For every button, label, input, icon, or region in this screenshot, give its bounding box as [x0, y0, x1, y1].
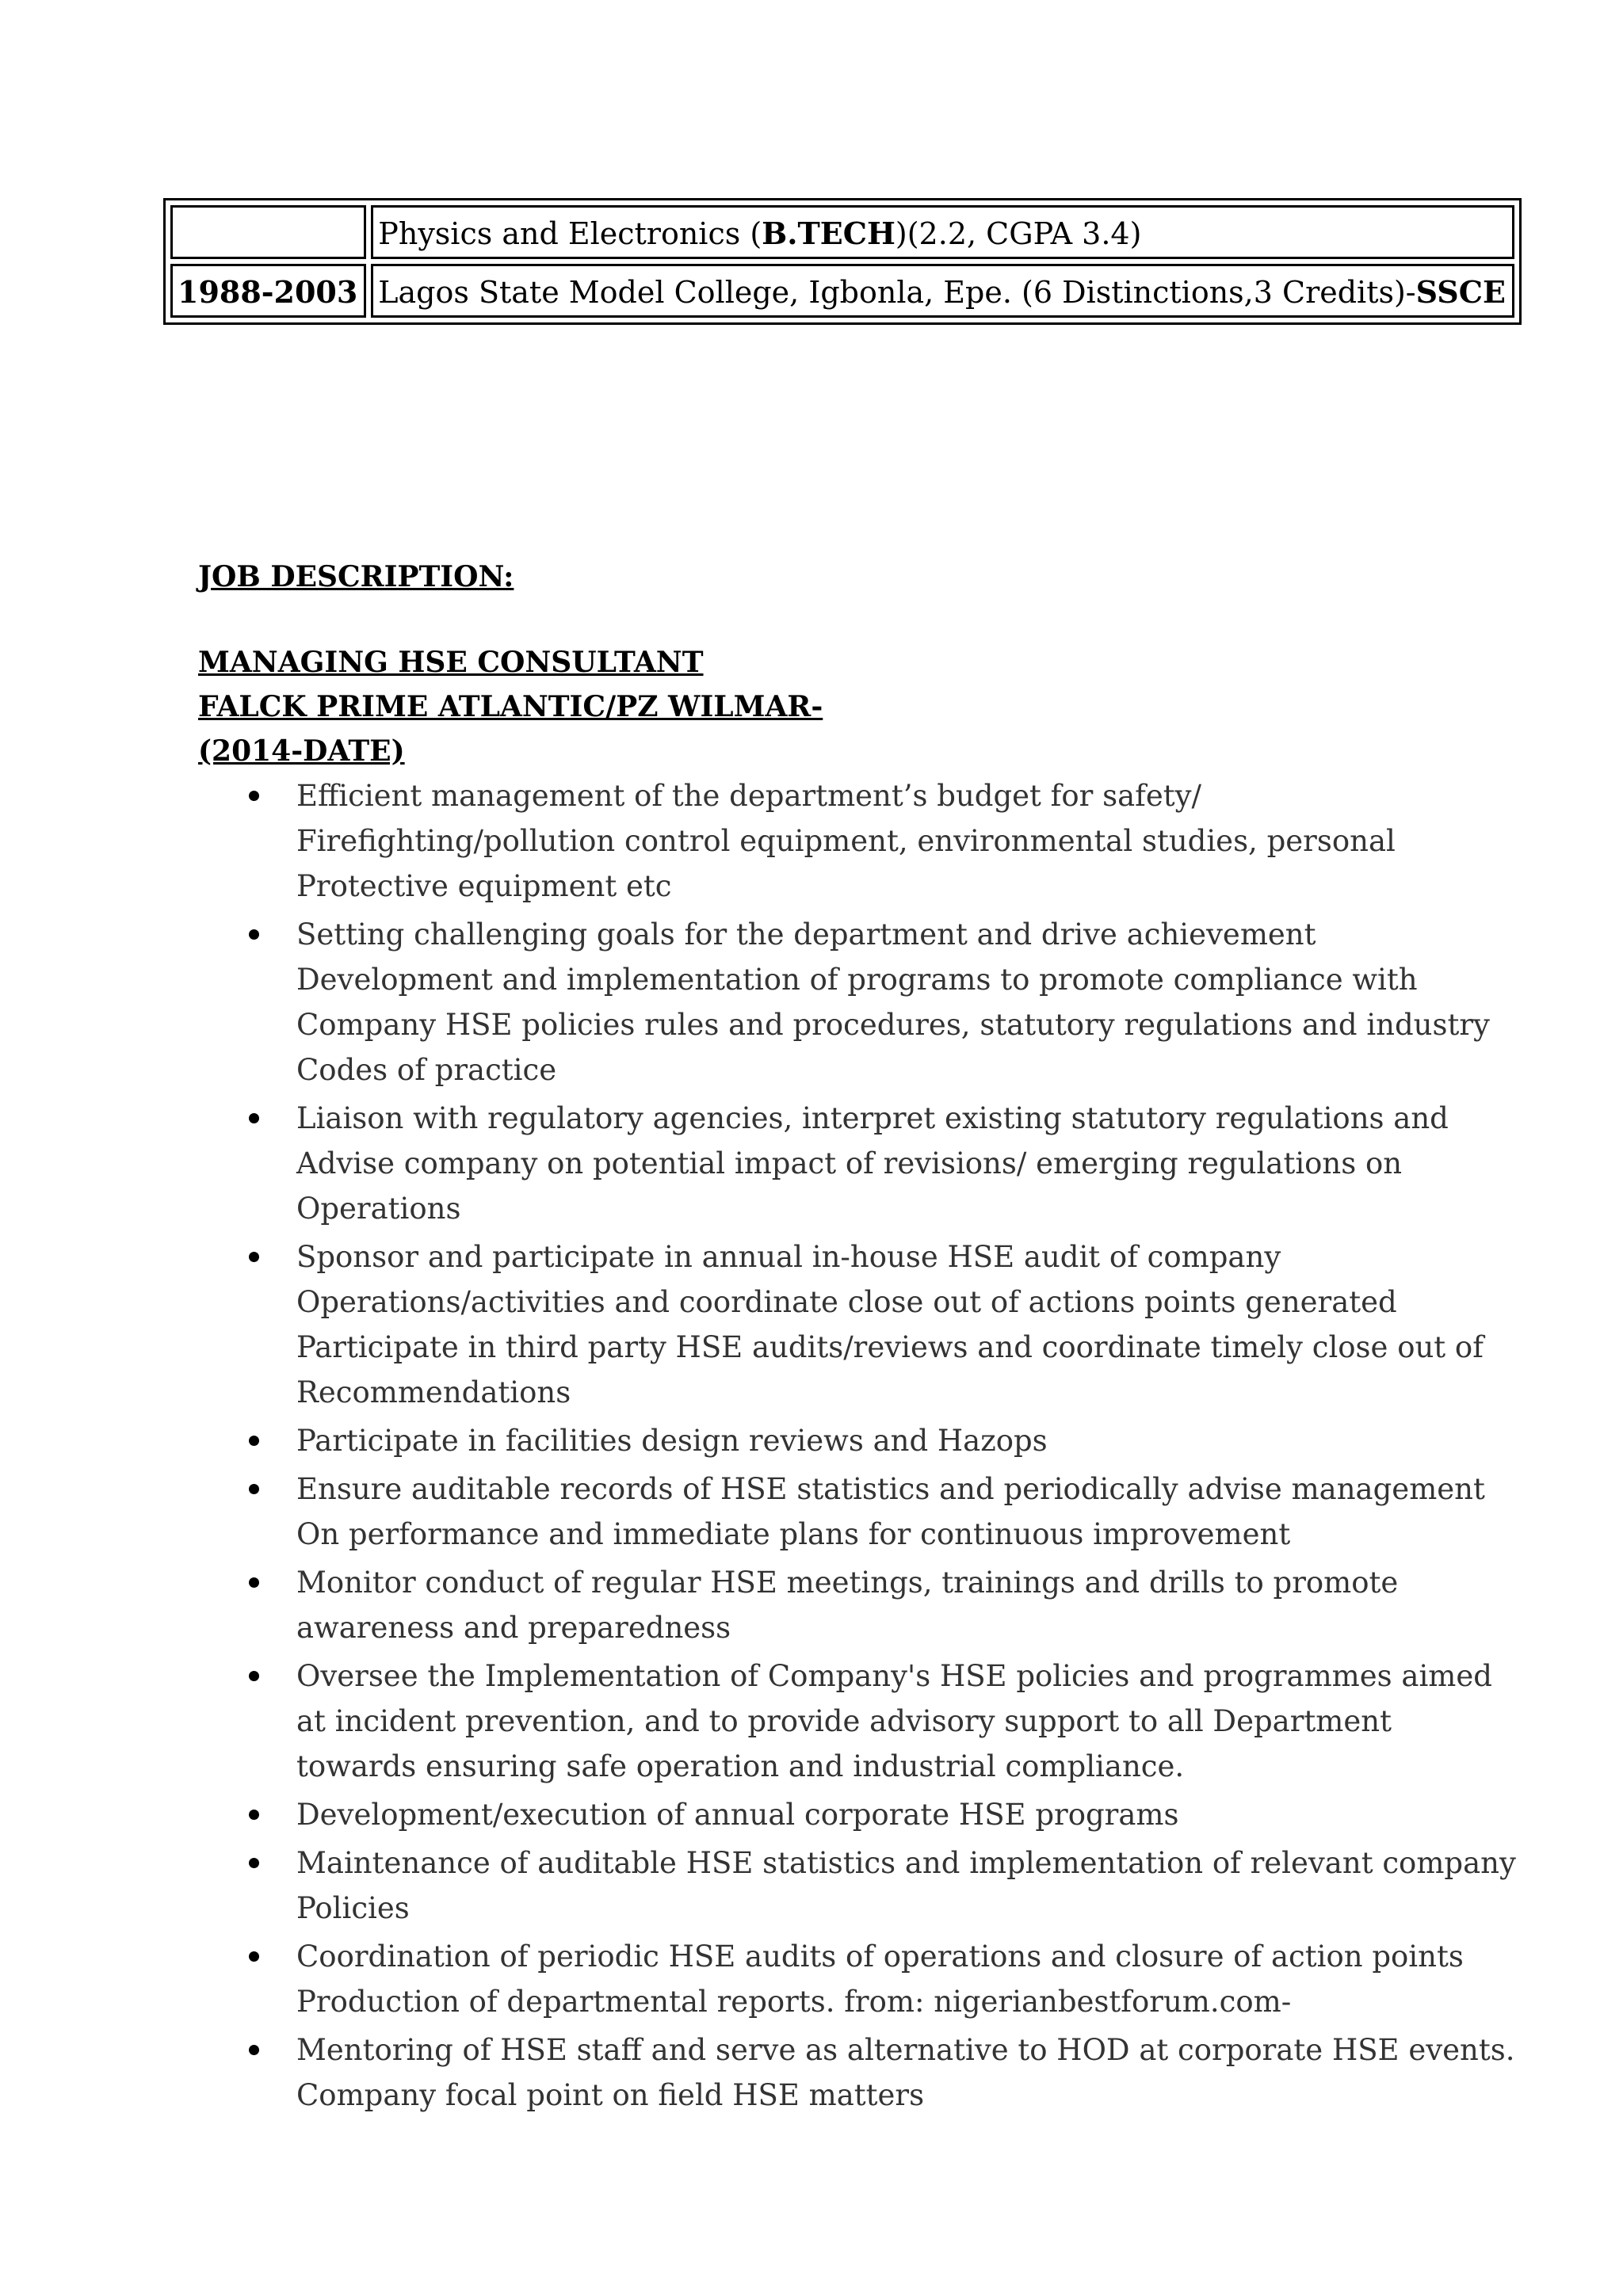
bullet-icon [249, 1858, 259, 1868]
duty-line: Company focal point on field HSE matters [296, 2078, 925, 2112]
bullet-icon [249, 1810, 259, 1820]
duty-line: Operations [296, 1192, 461, 1226]
bullet-icon [249, 2045, 259, 2055]
duty-item [296, 773, 1506, 909]
duty-line: Codes of practice [296, 1053, 557, 1087]
bullet-icon [249, 1951, 259, 1962]
duty-item [296, 1934, 1506, 2024]
duty-line: Firefighting/pollution control equipment, environmental studies, personal [296, 824, 1396, 858]
bullet-icon [249, 1252, 259, 1262]
duty-line: Development/execution of annual corporate HSE programs [296, 1798, 1179, 1832]
bullet-icon [249, 791, 259, 801]
duty-item [296, 1653, 1506, 1789]
job-company: FALCK PRIME ATLANTIC/PZ WILMAR- [198, 690, 823, 723]
duty-line: Oversee the Implementation of Company's HSE policies and programmes aimed [296, 1659, 1492, 1693]
duty-line: Policies [296, 1891, 410, 1925]
duty-line: Liaison with regulatory agencies, interpret existing statutory regulations and [296, 1101, 1449, 1135]
duty-line: Protective equipment etc [296, 869, 672, 903]
duty-line: Coordination of periodic HSE audits of operations and closure of action points [296, 1939, 1464, 1974]
job-title-block [198, 640, 1506, 773]
duty-line: at incident prevention, and to provide advisory support to all Department [296, 1704, 1392, 1738]
education-year: 1988-2003 [170, 264, 366, 318]
education-qualification: B.TECH [762, 215, 896, 251]
duty-line: Advise company on potential impact of revisions/ emerging regulations on [296, 1146, 1403, 1180]
education-row [170, 205, 1514, 259]
education-detail [371, 205, 1514, 259]
duty-line: Participate in facilities design reviews and Hazops [296, 1424, 1048, 1458]
duty-line: Company HSE policies rules and procedures, statutory regulations and industry [296, 1008, 1490, 1042]
education-row [170, 264, 1514, 318]
bullet-icon [249, 1577, 259, 1588]
job-description-section [198, 555, 1516, 2121]
bullet-icon [249, 1113, 259, 1123]
education-qualification: SSCE [1415, 273, 1506, 310]
duty-item [296, 1792, 1506, 1837]
duty-item [296, 1840, 1516, 1931]
duty-item [296, 1234, 1506, 1415]
job-description-heading: JOB DESCRIPTION: [198, 560, 514, 593]
duty-item [296, 2027, 1515, 2118]
duty-line: Recommendations [296, 1375, 571, 1409]
education-detail-text: Lagos State Model College, Igbonla, Epe. (6 Distinctions,3 Credits)- [378, 274, 1416, 310]
education-detail-text: Physics and Electronics ( [378, 215, 762, 251]
education-detail [371, 264, 1514, 318]
bullet-icon [249, 1671, 259, 1681]
education-detail-text: )(2.2, CGPA 3.4) [895, 215, 1142, 251]
duty-item [296, 1418, 1506, 1463]
duty-line: Mentoring of HSE staff and serve as alternative to HOD at corporate HSE events. [296, 2033, 1515, 2067]
duty-item [296, 912, 1506, 1093]
job-title: MANAGING HSE CONSULTANT [198, 646, 704, 679]
duty-item [296, 1560, 1506, 1650]
duty-line: Maintenance of auditable HSE statistics and implementation of relevant company [296, 1846, 1516, 1880]
duty-line: Development and implementation of programs to promote compliance with [296, 963, 1418, 997]
duty-line: Ensure auditable records of HSE statistics and periodically advise management [296, 1472, 1485, 1506]
duty-line: Setting challenging goals for the department and drive achievement [296, 917, 1316, 952]
bullet-icon [249, 1484, 259, 1494]
duty-line: awareness and preparedness [296, 1611, 731, 1645]
duty-line: Production of departmental reports. from: nigerianbestforum.com- [296, 1985, 1292, 2019]
duty-line: Participate in third party HSE audits/reviews and coordinate timely close out of [296, 1330, 1484, 1364]
duty-line: On performance and immediate plans for continuous improvement [296, 1517, 1291, 1551]
job-period: (2014-DATE) [198, 734, 405, 768]
education-table [163, 198, 1522, 325]
duty-item [296, 1466, 1506, 1557]
duty-line: Efficient management of the department’s budget for safety/ [296, 779, 1201, 813]
duty-line: towards ensuring safe operation and industrial compliance. [296, 1749, 1185, 1783]
bullet-icon [249, 1436, 259, 1446]
duties-list [198, 773, 1516, 2118]
education-year [170, 205, 366, 259]
duty-line: Sponsor and participate in annual in-house HSE audit of company [296, 1240, 1281, 1274]
duty-line: Monitor conduct of regular HSE meetings, trainings and drills to promote [296, 1566, 1399, 1600]
duty-item [296, 1096, 1506, 1231]
duty-line: Operations/activities and coordinate close out of actions points generated [296, 1285, 1397, 1319]
bullet-icon [249, 929, 259, 940]
